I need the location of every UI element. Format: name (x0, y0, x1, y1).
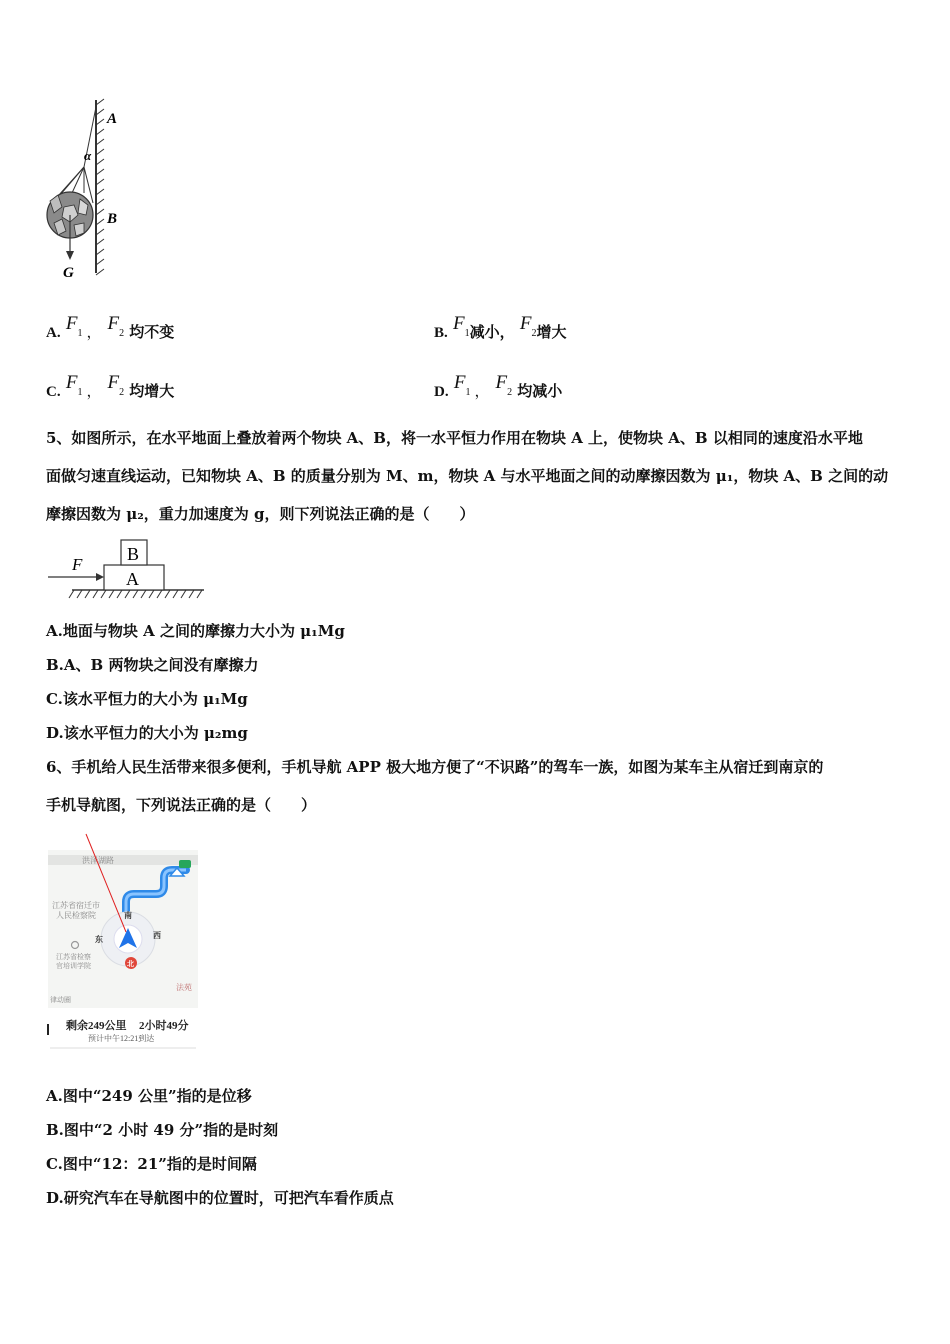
f2-letter: F (519, 313, 532, 334)
label-B: B (107, 211, 118, 227)
option-text: 均增大 (129, 382, 175, 400)
remaining-distance: 剩余249公里 (66, 1020, 127, 1032)
option-text: 增大 (536, 323, 567, 341)
dir-south: 南 (124, 911, 132, 920)
ground (69, 590, 204, 598)
f1-symbol (453, 313, 470, 339)
f2-letter: F (107, 313, 120, 334)
wall (96, 99, 104, 275)
road-top (48, 855, 198, 865)
option-letter: A. (46, 325, 61, 341)
q5-option-b[interactable]: B.A、B 两物块之间没有摩擦力 (46, 656, 259, 674)
navigation-map (46, 832, 201, 1054)
option-text: 均减小 (517, 382, 563, 400)
q5-option-d[interactable]: D.该水平恒力的大小为 μ₂mg (46, 724, 248, 742)
q4-option-d[interactable] (434, 372, 563, 409)
f2-subscript: 2 (119, 386, 125, 398)
separator: ， (86, 323, 102, 341)
separator: ， (86, 382, 102, 400)
f1-subscript: 1 (465, 386, 471, 398)
force-arrow (48, 573, 104, 581)
f2-subscript: 2 (119, 327, 125, 339)
label-B: B (127, 544, 140, 564)
dir-north: 北 (127, 960, 134, 968)
label-F: F (72, 555, 83, 574)
separator: ， (474, 382, 490, 400)
f1-subscript: 1 (77, 327, 83, 339)
place4-label: 律动圈 (50, 996, 71, 1004)
f1-letter: F (453, 313, 465, 334)
option-text: 均不变 (129, 323, 175, 341)
label-G: G (63, 265, 74, 281)
place1-line1: 江苏省宿迁市 (52, 901, 100, 910)
f1-symbol (65, 313, 83, 339)
f1-letter: F (65, 313, 78, 334)
option-letter: C. (46, 384, 61, 400)
f2-symbol (495, 372, 513, 398)
q4-option-b[interactable] (434, 313, 567, 350)
place2-line1: 江苏省检察 (56, 953, 91, 961)
dir-west: 西 (153, 931, 161, 940)
f2-subscript: 2 (507, 386, 513, 398)
f1-subscript: 1 (77, 386, 83, 398)
q6-option-c[interactable]: C.图中“12：21”指的是时间隔 (46, 1155, 257, 1173)
f1-letter: F (65, 372, 78, 393)
q5-option-a[interactable]: A.地面与物块 A 之间的摩擦力大小为 μ₁Mg (46, 622, 345, 640)
q5-stem-line-1: 5、如图所示，在水平地面上叠放着两个物块 A、B，将一水平恒力作用在物块 A 上，使物块 A、B 以相同的速度沿水平地 (46, 429, 863, 447)
f2-letter: F (107, 372, 120, 393)
q5-stem-line-2: 面做匀速直线运动，已知物块 A、B 的质量分别为 M、m，物块 A 与水平地面之间的动摩擦因数为 μ₁，物块 A、B 之间的动 (46, 467, 889, 485)
f2-letter: F (495, 372, 508, 393)
f1-symbol (65, 372, 83, 398)
f1-symbol (453, 372, 471, 398)
q6-option-a[interactable]: A.图中“249 公里”指的是位移 (46, 1087, 252, 1105)
label-alpha: α (84, 148, 92, 163)
q4-option-c[interactable] (46, 372, 175, 409)
f2-subscript: 2 (531, 327, 537, 339)
route-end-green (179, 860, 191, 868)
q5-option-c[interactable]: C.该水平恒力的大小为 μ₁Mg (46, 690, 248, 708)
q6-stem-line-1: 6、手机给人民生活带来很多便利，手机导航 APP 极大地方便了“不识路”的驾车一族，如图为某车主从宿迁到南京的 (46, 758, 824, 776)
arrival-time: 预计中午12:21到达 (88, 1034, 155, 1043)
q5-stem-line-3: 摩擦因数为 μ₂，重力加速度为 g，则下列说法正确的是（ ） (46, 505, 475, 523)
f1-letter: F (453, 372, 466, 393)
place2-line2: 官培训学院 (56, 962, 91, 970)
f2-symbol (519, 313, 537, 339)
remaining-time: 2小时49分 (139, 1020, 189, 1032)
q6-option-b[interactable]: B.图中“2 小时 49 分”指的是时刻 (46, 1121, 279, 1139)
f2-symbol (107, 372, 125, 398)
q4-option-a[interactable] (46, 313, 175, 350)
label-A: A (126, 569, 139, 589)
road-top-label: 洪泽湖路 (82, 856, 114, 865)
q6-option-d[interactable]: D.研究汽车在导航图中的位置时，可把汽车看作质点 (46, 1189, 394, 1207)
blocks-figure (44, 537, 209, 603)
f2-symbol (107, 313, 125, 339)
option-letter: B. (434, 325, 448, 341)
place3-label: 法苑 (176, 983, 192, 992)
label-A: A (107, 111, 118, 127)
place1-line2: 人民检察院 (56, 911, 96, 920)
option-text-1: 减小， (469, 323, 515, 341)
f1-subscript: 1 (464, 327, 470, 339)
ball-wall-figure (40, 95, 130, 285)
q6-stem-line-2: 手机导航图，下列说法正确的是（ ） (46, 796, 317, 814)
option-letter: D. (434, 384, 449, 400)
dir-east: 东 (95, 935, 103, 944)
